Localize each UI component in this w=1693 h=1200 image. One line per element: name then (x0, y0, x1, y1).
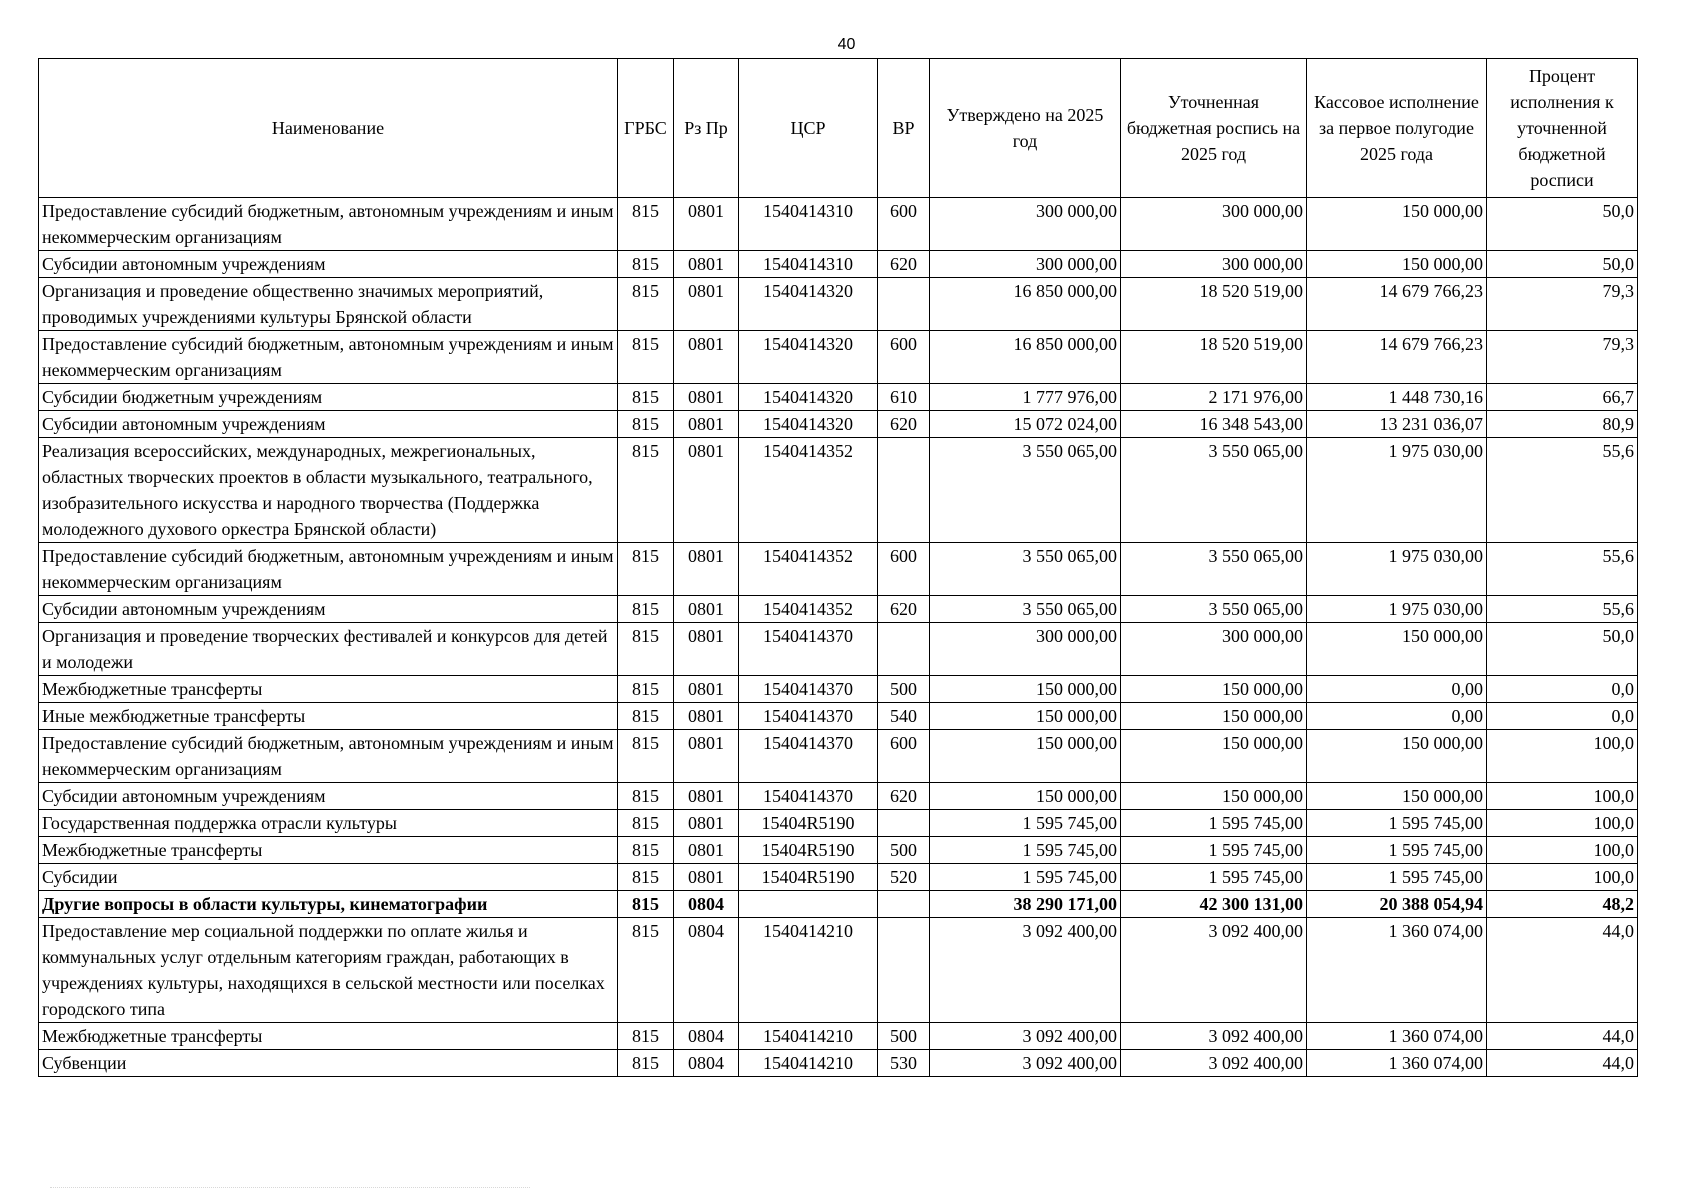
cell-name: Межбюджетные трансферты (39, 676, 618, 703)
cell-cash: 1 975 030,00 (1307, 438, 1487, 543)
cell-percent: 0,0 (1487, 703, 1638, 730)
cell-vr: 530 (878, 1050, 930, 1077)
cell-csr: 1540414310 (739, 251, 878, 278)
cell-vr (878, 918, 930, 1023)
cell-vr: 600 (878, 730, 930, 783)
cell-name: Субсидии автономным учреждениям (39, 783, 618, 810)
cell-csr: 1540414210 (739, 918, 878, 1023)
header-refined: Уточненная бюджетная роспись на 2025 год (1121, 59, 1307, 198)
table-row (39, 676, 1638, 703)
cell-cash: 0,00 (1307, 676, 1487, 703)
cell-grbs: 815 (618, 703, 674, 730)
cell-rzpr: 0801 (674, 623, 739, 676)
cell-cash: 13 231 036,07 (1307, 411, 1487, 438)
cell-grbs: 815 (618, 730, 674, 783)
cell-refined: 18 520 519,00 (1121, 331, 1307, 384)
cell-refined: 300 000,00 (1121, 623, 1307, 676)
cell-rzpr: 0801 (674, 837, 739, 864)
cell-rzpr: 0801 (674, 438, 739, 543)
cell-csr: 1540414370 (739, 783, 878, 810)
cell-vr: 500 (878, 837, 930, 864)
cell-vr: 600 (878, 331, 930, 384)
cell-cash: 150 000,00 (1307, 198, 1487, 251)
cell-name: Субсидии автономным учреждениям (39, 251, 618, 278)
cell-percent: 50,0 (1487, 198, 1638, 251)
cell-grbs: 815 (618, 543, 674, 596)
table-header-row (39, 59, 1638, 198)
cell-csr: 1540414320 (739, 384, 878, 411)
cell-name: Субвенции (39, 1050, 618, 1077)
cell-name: Предоставление субсидий бюджетным, автономным учреждениям и иным некоммерческим организациям (39, 331, 618, 384)
cell-refined: 150 000,00 (1121, 703, 1307, 730)
cell-grbs: 815 (618, 918, 674, 1023)
cell-vr: 500 (878, 676, 930, 703)
cell-approved: 150 000,00 (930, 783, 1121, 810)
cell-refined: 1 595 745,00 (1121, 810, 1307, 837)
cell-vr: 540 (878, 703, 930, 730)
cell-percent: 100,0 (1487, 783, 1638, 810)
cell-csr: 1540414352 (739, 543, 878, 596)
cell-percent: 48,2 (1487, 891, 1638, 918)
cell-csr: 1540414352 (739, 596, 878, 623)
cell-grbs: 815 (618, 411, 674, 438)
cell-cash: 1 595 745,00 (1307, 810, 1487, 837)
cell-csr (739, 891, 878, 918)
cell-rzpr: 0804 (674, 1050, 739, 1077)
cell-refined: 1 595 745,00 (1121, 864, 1307, 891)
cell-percent: 44,0 (1487, 1050, 1638, 1077)
cell-percent: 44,0 (1487, 1023, 1638, 1050)
cell-cash: 0,00 (1307, 703, 1487, 730)
cell-percent: 55,6 (1487, 596, 1638, 623)
cell-rzpr: 0801 (674, 278, 739, 331)
cell-vr: 620 (878, 783, 930, 810)
budget-table (38, 58, 1638, 1077)
cell-vr: 610 (878, 384, 930, 411)
cell-refined: 16 348 543,00 (1121, 411, 1307, 438)
cell-grbs: 815 (618, 864, 674, 891)
cell-cash: 1 448 730,16 (1307, 384, 1487, 411)
cell-cash: 150 000,00 (1307, 623, 1487, 676)
cell-approved: 15 072 024,00 (930, 411, 1121, 438)
cell-name: Организация и проведение творческих фестивалей и конкурсов для детей и молодежи (39, 623, 618, 676)
cell-rzpr: 0801 (674, 864, 739, 891)
table-row (39, 543, 1638, 596)
cell-grbs: 815 (618, 596, 674, 623)
cell-approved: 3 550 065,00 (930, 438, 1121, 543)
cell-approved: 1 777 976,00 (930, 384, 1121, 411)
table-row (39, 384, 1638, 411)
table-row (39, 703, 1638, 730)
table-row (39, 891, 1638, 918)
cell-name: Межбюджетные трансферты (39, 1023, 618, 1050)
cell-grbs: 815 (618, 810, 674, 837)
scan-noise-line (50, 1187, 530, 1189)
table-row (39, 623, 1638, 676)
cell-grbs: 815 (618, 1023, 674, 1050)
cell-approved: 3 092 400,00 (930, 918, 1121, 1023)
cell-name: Межбюджетные трансферты (39, 837, 618, 864)
cell-name: Субсидии бюджетным учреждениям (39, 384, 618, 411)
cell-grbs: 815 (618, 278, 674, 331)
cell-csr: 15404R5190 (739, 864, 878, 891)
cell-percent: 50,0 (1487, 251, 1638, 278)
cell-name: Предоставление мер социальной поддержки по оплате жилья и коммунальных услуг отдельным категориям граждан, работающих в учреждениях культуры, находящихся в сельской местности или поселках городского типа (39, 918, 618, 1023)
cell-percent: 50,0 (1487, 623, 1638, 676)
cell-approved: 3 550 065,00 (930, 596, 1121, 623)
table-row (39, 1023, 1638, 1050)
cell-rzpr: 0804 (674, 918, 739, 1023)
cell-csr: 1540414210 (739, 1023, 878, 1050)
cell-cash: 14 679 766,23 (1307, 278, 1487, 331)
cell-cash: 150 000,00 (1307, 730, 1487, 783)
cell-cash: 1 360 074,00 (1307, 918, 1487, 1023)
table-row (39, 331, 1638, 384)
cell-approved: 38 290 171,00 (930, 891, 1121, 918)
cell-rzpr: 0801 (674, 543, 739, 596)
cell-grbs: 815 (618, 676, 674, 703)
table-row (39, 596, 1638, 623)
table-row (39, 1050, 1638, 1077)
cell-percent: 66,7 (1487, 384, 1638, 411)
cell-grbs: 815 (618, 783, 674, 810)
cell-approved: 1 595 745,00 (930, 837, 1121, 864)
cell-grbs: 815 (618, 198, 674, 251)
cell-vr: 600 (878, 198, 930, 251)
cell-refined: 3 550 065,00 (1121, 543, 1307, 596)
cell-vr (878, 810, 930, 837)
cell-name: Предоставление субсидий бюджетным, автономным учреждениям и иным некоммерческим организациям (39, 198, 618, 251)
cell-approved: 3 092 400,00 (930, 1050, 1121, 1077)
table-row (39, 198, 1638, 251)
cell-vr: 620 (878, 411, 930, 438)
cell-refined: 3 092 400,00 (1121, 1023, 1307, 1050)
cell-csr: 15404R5190 (739, 810, 878, 837)
cell-vr (878, 623, 930, 676)
cell-percent: 80,9 (1487, 411, 1638, 438)
table-row (39, 810, 1638, 837)
cell-rzpr: 0801 (674, 384, 739, 411)
cell-rzpr: 0801 (674, 596, 739, 623)
cell-vr: 600 (878, 543, 930, 596)
table-row (39, 918, 1638, 1023)
cell-refined: 1 595 745,00 (1121, 837, 1307, 864)
cell-percent: 55,6 (1487, 543, 1638, 596)
cell-rzpr: 0801 (674, 198, 739, 251)
cell-refined: 3 092 400,00 (1121, 1050, 1307, 1077)
table-row (39, 278, 1638, 331)
table-row (39, 411, 1638, 438)
cell-rzpr: 0801 (674, 676, 739, 703)
cell-approved: 300 000,00 (930, 198, 1121, 251)
cell-csr: 1540414370 (739, 703, 878, 730)
cell-percent: 55,6 (1487, 438, 1638, 543)
cell-cash: 1 595 745,00 (1307, 864, 1487, 891)
table-row (39, 864, 1638, 891)
cell-vr: 520 (878, 864, 930, 891)
cell-approved: 150 000,00 (930, 730, 1121, 783)
cell-percent: 100,0 (1487, 864, 1638, 891)
cell-grbs: 815 (618, 623, 674, 676)
cell-percent: 0,0 (1487, 676, 1638, 703)
header-approved: Утверждено на 2025 год (930, 59, 1121, 198)
cell-csr: 15404R5190 (739, 837, 878, 864)
table-body (39, 198, 1638, 1077)
cell-refined: 150 000,00 (1121, 676, 1307, 703)
cell-csr: 1540414370 (739, 676, 878, 703)
table-row (39, 251, 1638, 278)
cell-rzpr: 0801 (674, 331, 739, 384)
cell-refined: 18 520 519,00 (1121, 278, 1307, 331)
cell-cash: 20 388 054,94 (1307, 891, 1487, 918)
cell-percent: 44,0 (1487, 918, 1638, 1023)
table-row (39, 730, 1638, 783)
cell-name: Иные межбюджетные трансферты (39, 703, 618, 730)
cell-csr: 1540414310 (739, 198, 878, 251)
cell-name: Субсидии автономным учреждениям (39, 596, 618, 623)
cell-approved: 150 000,00 (930, 676, 1121, 703)
cell-rzpr: 0801 (674, 810, 739, 837)
cell-refined: 300 000,00 (1121, 251, 1307, 278)
cell-name: Реализация всероссийских, международных, межрегиональных, областных творческих проектов в области музыкального, театрального, изобразительного искусства и народного творчества (Поддержка молодежного духового оркестра Брянской области) (39, 438, 618, 543)
cell-cash: 1 975 030,00 (1307, 596, 1487, 623)
cell-csr: 1540414370 (739, 730, 878, 783)
header-cash: Кассовое исполнение за первое полугодие 2025 года (1307, 59, 1487, 198)
header-name: Наименование (39, 59, 618, 198)
cell-csr: 1540414210 (739, 1050, 878, 1077)
header-rzpr: Рз Пр (674, 59, 739, 198)
cell-cash: 14 679 766,23 (1307, 331, 1487, 384)
cell-cash: 1 360 074,00 (1307, 1023, 1487, 1050)
cell-approved: 1 595 745,00 (930, 810, 1121, 837)
cell-approved: 16 850 000,00 (930, 278, 1121, 331)
cell-approved: 3 092 400,00 (930, 1023, 1121, 1050)
cell-name: Предоставление субсидий бюджетным, автономным учреждениям и иным некоммерческим организациям (39, 543, 618, 596)
cell-cash: 150 000,00 (1307, 251, 1487, 278)
cell-refined: 150 000,00 (1121, 730, 1307, 783)
cell-approved: 300 000,00 (930, 623, 1121, 676)
cell-name: Предоставление субсидий бюджетным, автономным учреждениям и иным некоммерческим организациям (39, 730, 618, 783)
cell-percent: 100,0 (1487, 810, 1638, 837)
cell-percent: 79,3 (1487, 331, 1638, 384)
cell-rzpr: 0801 (674, 730, 739, 783)
table-row (39, 438, 1638, 543)
cell-name: Государственная поддержка отрасли культуры (39, 810, 618, 837)
cell-vr: 500 (878, 1023, 930, 1050)
cell-refined: 2 171 976,00 (1121, 384, 1307, 411)
cell-rzpr: 0801 (674, 703, 739, 730)
cell-name: Субсидии (39, 864, 618, 891)
cell-approved: 1 595 745,00 (930, 864, 1121, 891)
cell-rzpr: 0804 (674, 1023, 739, 1050)
cell-cash: 1 975 030,00 (1307, 543, 1487, 596)
cell-refined: 3 550 065,00 (1121, 438, 1307, 543)
cell-rzpr: 0801 (674, 783, 739, 810)
cell-grbs: 815 (618, 837, 674, 864)
cell-vr (878, 278, 930, 331)
cell-csr: 1540414320 (739, 278, 878, 331)
cell-vr (878, 438, 930, 543)
cell-csr: 1540414370 (739, 623, 878, 676)
cell-name: Другие вопросы в области культуры, кинематографии (39, 891, 618, 918)
cell-percent: 100,0 (1487, 837, 1638, 864)
cell-refined: 42 300 131,00 (1121, 891, 1307, 918)
header-percent: Процент исполнения к уточненной бюджетной росписи (1487, 59, 1638, 198)
cell-csr: 1540414320 (739, 411, 878, 438)
cell-grbs: 815 (618, 891, 674, 918)
cell-percent: 100,0 (1487, 730, 1638, 783)
cell-cash: 1 360 074,00 (1307, 1050, 1487, 1077)
header-grbs: ГРБС (618, 59, 674, 198)
cell-name: Организация и проведение общественно значимых мероприятий, проводимых учреждениями культуры Брянской области (39, 278, 618, 331)
cell-refined: 3 550 065,00 (1121, 596, 1307, 623)
cell-name: Субсидии автономным учреждениям (39, 411, 618, 438)
cell-rzpr: 0801 (674, 251, 739, 278)
cell-cash: 1 595 745,00 (1307, 837, 1487, 864)
cell-csr: 1540414352 (739, 438, 878, 543)
cell-grbs: 815 (618, 384, 674, 411)
cell-grbs: 815 (618, 251, 674, 278)
cell-csr: 1540414320 (739, 331, 878, 384)
cell-refined: 150 000,00 (1121, 783, 1307, 810)
cell-approved: 3 550 065,00 (930, 543, 1121, 596)
header-csr: ЦСР (739, 59, 878, 198)
cell-rzpr: 0801 (674, 411, 739, 438)
cell-approved: 300 000,00 (930, 251, 1121, 278)
cell-refined: 300 000,00 (1121, 198, 1307, 251)
cell-approved: 16 850 000,00 (930, 331, 1121, 384)
cell-refined: 3 092 400,00 (1121, 918, 1307, 1023)
header-vr: ВР (878, 59, 930, 198)
table-row (39, 783, 1638, 810)
cell-grbs: 815 (618, 331, 674, 384)
cell-vr: 620 (878, 596, 930, 623)
cell-cash: 150 000,00 (1307, 783, 1487, 810)
cell-rzpr: 0804 (674, 891, 739, 918)
cell-vr (878, 891, 930, 918)
cell-percent: 79,3 (1487, 278, 1638, 331)
table-row (39, 837, 1638, 864)
cell-grbs: 815 (618, 438, 674, 543)
cell-vr: 620 (878, 251, 930, 278)
cell-approved: 150 000,00 (930, 703, 1121, 730)
cell-grbs: 815 (618, 1050, 674, 1077)
page-number: 40 (837, 36, 856, 53)
